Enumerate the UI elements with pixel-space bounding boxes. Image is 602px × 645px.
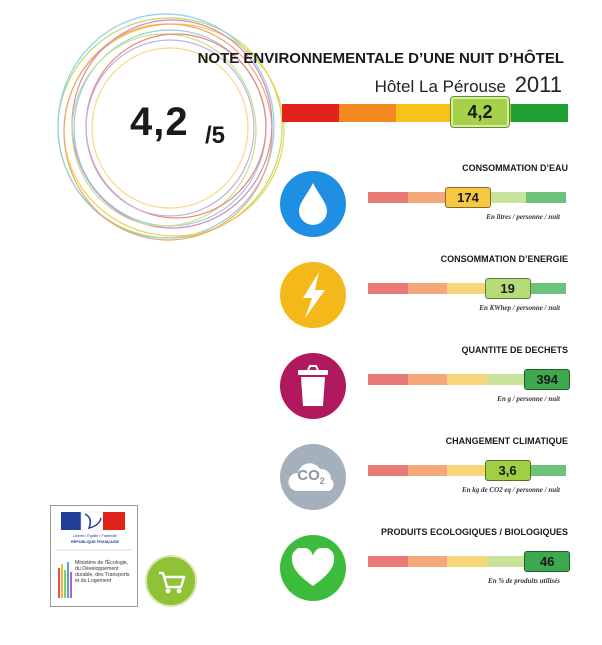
scale-segment (447, 556, 487, 567)
scale-segment (447, 465, 487, 476)
scale-segment (447, 374, 487, 385)
main-score-bar (282, 104, 568, 122)
scale-segment (408, 192, 448, 203)
ministry-republic: RÉPUBLIQUE FRANÇAISE (70, 540, 120, 544)
main-bar-segment (396, 104, 453, 122)
indicator-unit: En % de produits utilisés (488, 577, 560, 585)
ministry-logo (50, 505, 138, 607)
score-value: 4,2 (130, 100, 189, 144)
scale-segment (526, 465, 566, 476)
indicator-value-badge: 174 (445, 187, 491, 208)
indicator-value-badge: 394 (524, 369, 570, 390)
main-score-badge: 4,2 (450, 96, 510, 128)
indicator-value-badge: 19 (485, 278, 531, 299)
indicator-title: CONSOMMATION D’EAU (462, 163, 568, 173)
ministry-motto: Liberté • Égalité • Fraternité (73, 534, 117, 538)
indicator-unit: En g / personne / nuit (497, 395, 560, 403)
scale-segment (408, 556, 448, 567)
main-bar-segment (339, 104, 396, 122)
co2-cloud-icon (280, 444, 346, 510)
eco-label-badge (145, 555, 197, 607)
year: 2011 (514, 72, 562, 97)
scale-segment (368, 556, 408, 567)
indicator-title: CONSOMMATION D’ENERGIE (440, 254, 568, 264)
indicator-value-badge: 46 (524, 551, 570, 572)
indicator-scale-bar (368, 465, 566, 476)
hotel-name: Hôtel La Pérouse (374, 77, 506, 96)
water-drop-icon (280, 171, 346, 237)
scale-segment (447, 283, 487, 294)
scale-segment (487, 556, 527, 567)
marianne-logo-icon (51, 506, 137, 606)
heart-icon (280, 535, 346, 601)
scale-segment (408, 374, 448, 385)
indicator-title: QUANTITE DE DECHETS (461, 345, 568, 355)
scale-segment (408, 283, 448, 294)
hotel-subtitle (375, 72, 562, 98)
co2-sub: 2 (319, 476, 325, 486)
indicator-value-badge: 3,6 (485, 460, 531, 481)
indicator-unit: En KWhep / personne / nuit (479, 304, 560, 312)
indicator-title: PRODUITS ECOLOGIQUES / BIOLOGIQUES (380, 527, 568, 537)
shopping-cart-icon (147, 557, 195, 605)
scale-segment (487, 374, 527, 385)
page-title: NOTE ENVIRONNEMENTALE D’UNE NUIT D’HÔTEL (197, 50, 564, 67)
co2-main: CO (297, 467, 320, 484)
scale-segment (487, 192, 527, 203)
main-bar-segment (511, 104, 568, 122)
indicator-unit: En kg de CO2 eq / personne / nuit (461, 486, 560, 494)
score-denominator: /5 (205, 122, 226, 149)
indicator-scale-bar (368, 283, 566, 294)
scale-segment (526, 283, 566, 294)
lightning-icon (280, 262, 346, 328)
co2-label (280, 467, 342, 486)
scale-segment (408, 465, 448, 476)
scale-segment (368, 192, 408, 203)
indicator-unit: En litres / personne / nuit (486, 213, 560, 221)
trash-can-icon (280, 353, 346, 419)
scale-segment (526, 192, 566, 203)
scale-segment (368, 465, 408, 476)
ministry-name: Ministère de l'Écologie, du Développement durable, des Transports et du Logement (75, 560, 130, 584)
scale-segment (368, 283, 408, 294)
indicator-title: CHANGEMENT CLIMATIQUE (445, 436, 568, 446)
main-bar-segment (282, 104, 339, 122)
scale-segment (368, 374, 408, 385)
